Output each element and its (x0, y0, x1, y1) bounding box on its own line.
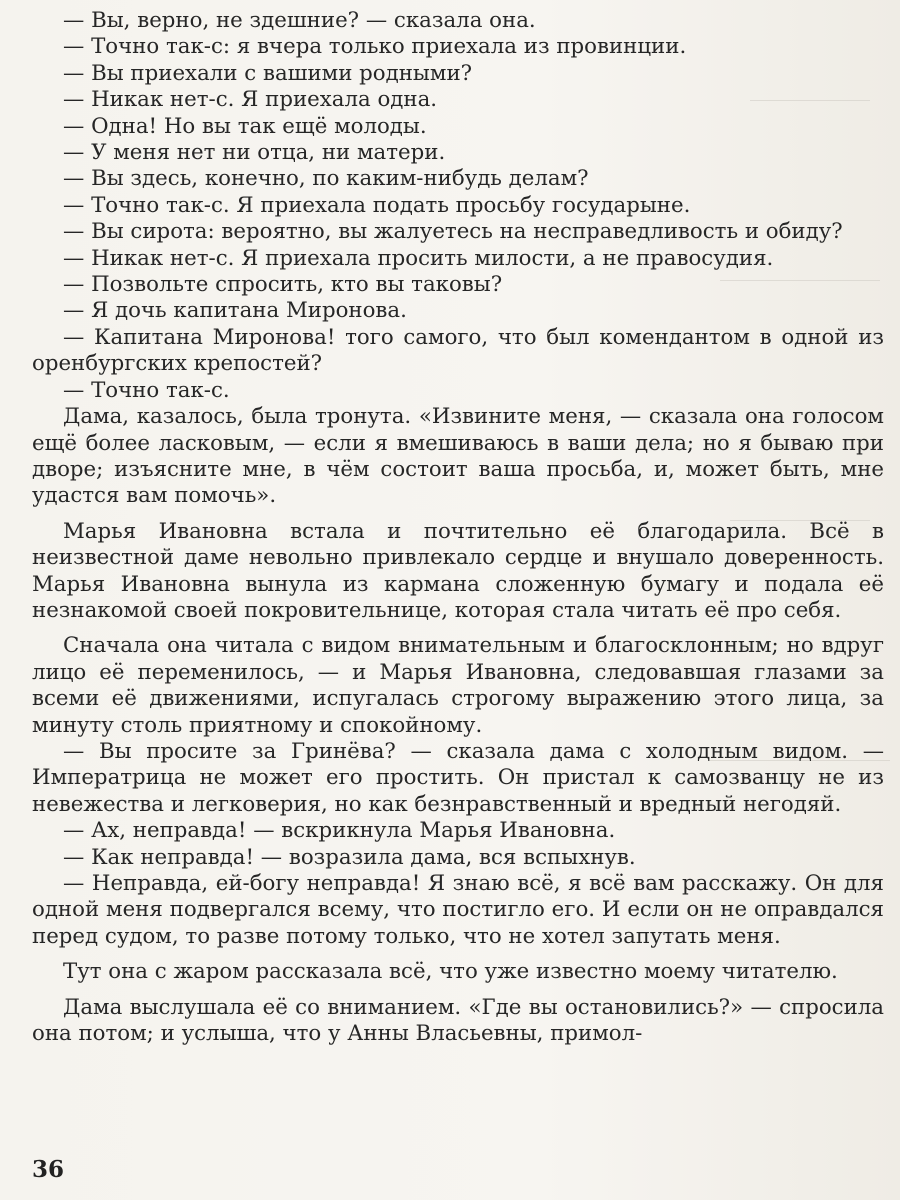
page-text (32, 8, 884, 1047)
paragraph: — Неправда, ей-богу неправда! Я знаю всё, я всё вам расскажу. Он для одной меня подвергался всему, что постигло его. И если он не оправдался перед судом, то разве потому только, что не хотел запутать меня. (32, 871, 884, 949)
paragraph: — Точно так-с: я вчера только приехала из провинции. (63, 34, 687, 60)
paragraph: Сначала она читала с видом внимательным и благосклонным; но вдруг лицо её переменилось, — и Марья Ивановна, следовавшая глазами за всеми её движениями, испугалась строгому выражению этого лица, за минуту столь приятному и спокойному. (32, 633, 884, 738)
paragraph: — Вы, верно, не здешние? — сказала она. (63, 8, 536, 33)
paragraph: Дама выслушала её со вниманием. «Где вы остановились?» — спросила она потом; и услыша, что у Анны Власьевны, примол- (32, 994, 884, 1047)
paragraph: — Позвольте спросить, кто вы таковы? (63, 272, 503, 298)
paragraph: — Никак нет-с. Я приехала одна. (63, 87, 438, 113)
paragraph: — Как неправда! — возразила дама, вся вспыхнув. (63, 844, 636, 870)
paragraph: — Ах, неправда! — вскрикнула Марья Ивановна. (63, 818, 616, 844)
paragraph: — Одна! Но вы так ещё молоды. (63, 113, 427, 139)
paragraph: Тут она с жаром рассказала всё, что уже известно моему читателю. (63, 959, 838, 985)
paragraph: — Капитана Миронова! того самого, что был комендантом в одной из оренбургских крепостей? (32, 324, 884, 377)
paragraph: — У меня нет ни отца, ни матери. (63, 140, 446, 166)
paragraph: Дама, казалось, была тронута. «Извините меня, — сказала она голосом ещё более ласковым, — если я вмешиваюсь в ваши дела; но я бываю при дворе; изъясните мне, в чём состоит ваша просьба, и, может быть, мне удастся вам помочь». (32, 404, 884, 509)
paragraph: — Вы сирота: вероятно, вы жалуетесь на несправедливость и обиду? (63, 219, 843, 245)
paragraph: — Никак нет-с. Я приехала просить милости, а не правосудия. (63, 245, 774, 271)
paragraph: — Точно так-с. Я приехала подать просьбу государыне. (63, 192, 691, 218)
paragraph: — Вы здесь, конечно, по каким-нибудь делам? (63, 166, 589, 192)
paragraph: — Точно так-с. (63, 377, 230, 403)
paragraph: — Вы приехали с вашими родными? (63, 60, 473, 86)
paragraph: — Я дочь капитана Миронова. (63, 298, 407, 324)
page-number: 36 (32, 1156, 65, 1183)
paragraph: — Вы просите за Гринёва? — сказала дама с холодным видом. — Императрица не может его простить. Он пристал к самозванцу не из невежества и легковерия, но как безнравственный и вредный негодяй. (32, 738, 884, 817)
paragraph: Марья Ивановна встала и почтительно её благодарила. Всё в неизвестной даме невольно привлекало сердце и внушало доверенность. Марья Ивановна вынула из кармана сложенную бумагу и подала её незнакомой своей покровительнице, которая стала читать её про себя. (32, 518, 884, 623)
